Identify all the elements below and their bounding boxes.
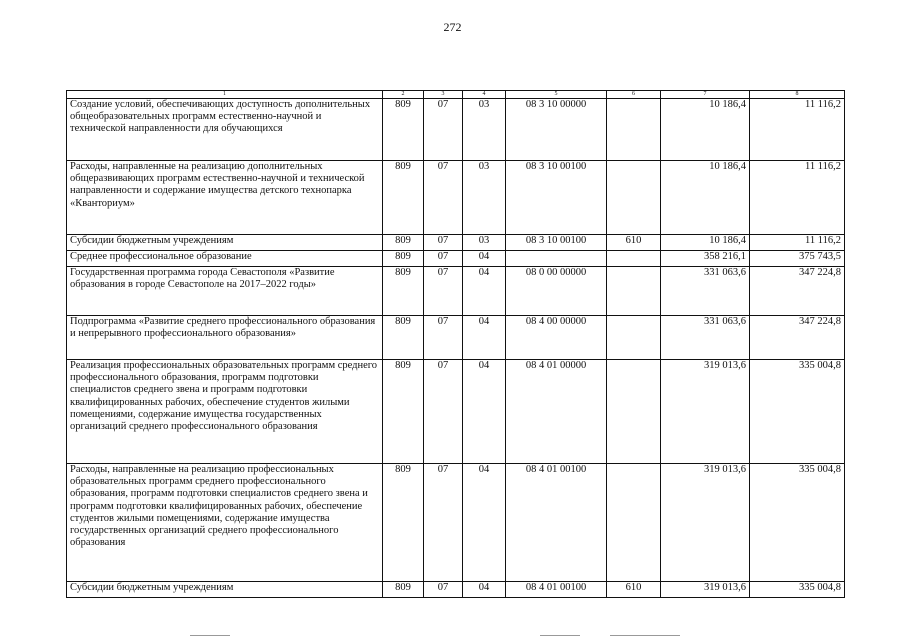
row-target-code: 08 0 00 00000 [506,267,607,316]
row-name: Субсидии бюджетным учреждениям [67,235,383,251]
row-section-code: 07 [424,161,463,235]
row-amount-2: 335 004,8 [750,360,845,464]
column-number: 5 [506,91,607,99]
scan-mark [190,635,230,636]
column-number: 7 [661,91,750,99]
row-expense-type [607,267,661,316]
row-target-code: 08 3 10 00000 [506,99,607,161]
row-amount-2: 335 004,8 [750,582,845,598]
row-expense-type [607,161,661,235]
row-amount-2: 335 004,8 [750,464,845,582]
row-amount-1: 319 013,6 [661,360,750,464]
row-ministry-code: 809 [383,161,424,235]
row-ministry-code: 809 [383,360,424,464]
column-number: 8 [750,91,845,99]
row-target-code: 08 3 10 00100 [506,235,607,251]
column-number: 3 [424,91,463,99]
row-target-code: 08 4 01 00100 [506,464,607,582]
column-number: 1 [67,91,383,99]
row-section-code: 07 [424,267,463,316]
table-row [67,360,845,464]
row-subsection-code: 04 [463,251,506,267]
row-expense-type [607,251,661,267]
row-ministry-code: 809 [383,251,424,267]
row-target-code: 08 3 10 00100 [506,161,607,235]
row-amount-2: 11 116,2 [750,99,845,161]
column-number: 2 [383,91,424,99]
row-amount-2: 347 224,8 [750,267,845,316]
row-ministry-code: 809 [383,99,424,161]
budget-table [66,90,845,598]
row-amount-2: 11 116,2 [750,161,845,235]
row-ministry-code: 809 [383,316,424,360]
row-amount-2: 375 743,5 [750,251,845,267]
row-amount-1: 10 186,4 [661,161,750,235]
row-target-code: 08 4 01 00000 [506,360,607,464]
row-name: Расходы, направленные на реализацию дополнительных общеразвивающих программ естественно-научной и технической направленности и содержание имущества детского технопарка «Кванториум» [67,161,383,235]
row-section-code: 07 [424,251,463,267]
table-row [67,464,845,582]
row-amount-1: 331 063,6 [661,267,750,316]
row-name: Расходы, направленные на реализацию профессиональных образовательных программ среднего профессионального образования, программ подготовки специалистов среднего звена и программ подготовки квалифицированных рабочих, обеспечение студентов жилыми помещениями, содержание имущества государственных организаций среднего профессионального образования [67,464,383,582]
row-section-code: 07 [424,360,463,464]
row-name: Подпрограмма «Развитие среднего профессионального образования и непрерывного профессионального образования» [67,316,383,360]
row-ministry-code: 809 [383,464,424,582]
row-ministry-code: 809 [383,267,424,316]
table-row [67,316,845,360]
row-subsection-code: 03 [463,161,506,235]
table-row [67,267,845,316]
row-amount-2: 11 116,2 [750,235,845,251]
table-row [67,161,845,235]
row-target-code [506,251,607,267]
row-name: Государственная программа города Севастополя «Развитие образования в городе Севастополе на 2017–2022 годы» [67,267,383,316]
row-amount-1: 319 013,6 [661,582,750,598]
row-subsection-code: 04 [463,267,506,316]
row-expense-type: 610 [607,582,661,598]
table-row [67,582,845,598]
row-section-code: 07 [424,582,463,598]
page-number: 272 [443,20,462,34]
row-expense-type [607,99,661,161]
row-amount-1: 319 013,6 [661,464,750,582]
row-subsection-code: 04 [463,316,506,360]
row-section-code: 07 [424,235,463,251]
scan-mark [540,635,580,636]
scan-mark [610,635,680,636]
row-expense-type [607,316,661,360]
row-ministry-code: 809 [383,235,424,251]
row-subsection-code: 03 [463,99,506,161]
row-expense-type [607,360,661,464]
scan-edge-marks [0,630,905,640]
row-amount-1: 358 216,1 [661,251,750,267]
row-subsection-code: 04 [463,360,506,464]
row-target-code: 08 4 00 00000 [506,316,607,360]
table-row [67,235,845,251]
row-section-code: 07 [424,464,463,582]
row-section-code: 07 [424,99,463,161]
row-subsection-code: 04 [463,582,506,598]
row-amount-1: 10 186,4 [661,99,750,161]
row-amount-1: 10 186,4 [661,235,750,251]
row-amount-2: 347 224,8 [750,316,845,360]
table-row [67,99,845,161]
row-name: Среднее профессиональное образование [67,251,383,267]
column-number-row [67,91,845,99]
column-number: 6 [607,91,661,99]
row-expense-type [607,464,661,582]
row-expense-type: 610 [607,235,661,251]
row-name: Субсидии бюджетным учреждениям [67,582,383,598]
row-amount-1: 331 063,6 [661,316,750,360]
row-ministry-code: 809 [383,582,424,598]
row-name: Создание условий, обеспечивающих доступность дополнительных общеобразовательных программ естественно-научной и технической направленности для обучающихся [67,99,383,161]
row-target-code: 08 4 01 00100 [506,582,607,598]
row-name: Реализация профессиональных образовательных программ среднего профессионального образования, программ подготовки специалистов среднего звена и программ подготовки квалифицированных рабочих, обеспечение студентов жилыми помещениями, содержание имущества государственных организаций среднего профессионального образования [67,360,383,464]
table-row [67,251,845,267]
row-subsection-code: 04 [463,464,506,582]
row-subsection-code: 03 [463,235,506,251]
column-number: 4 [463,91,506,99]
row-section-code: 07 [424,316,463,360]
